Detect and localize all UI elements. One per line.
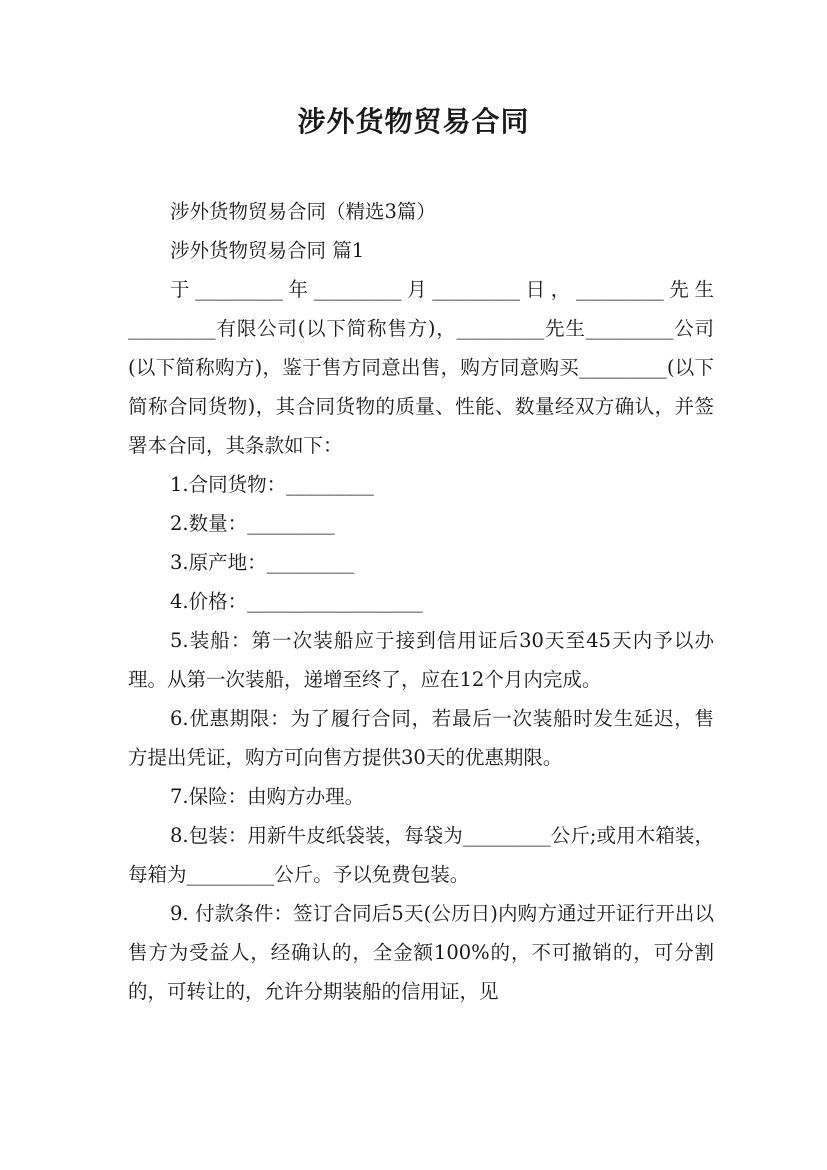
clause-shipment: 5.装船：第一次装船应于接到信用证后30天至45天内予以办理。从第一次装船，递增至终了，应在12个月内完成。 [128,629,714,691]
clause-payment: 9. 付款条件：签订合同后5天(公历日)内购方通过开证行开出以售方为受益人，经确认的，全金额100%的，不可撤销的，可分割的，可转让的，允许分期装船的信用证，见 [128,902,714,1003]
clause-insurance: 7.保险：由购方办理。 [170,785,365,808]
document-body [128,192,714,1011]
clause-quantity: 2.数量：_________ [170,512,335,535]
clause-origin: 3.原产地：_________ [170,551,355,574]
clause-packing: 8.包装：用新牛皮纸袋装，每袋为_________公斤;或用木箱装，每箱为_________公斤。予以免费包装。 [128,824,714,886]
clause-goods: 1.合同货物：_________ [170,473,374,496]
contract-preamble: 于_________年_________月_________日，_________先生_________有限公司(以下简称售方)，_________先生_________公司(以下简称购方)，鉴于售方同意出售，购方同意购买_________(以下简称合同货物)，其合同货物的质量、性能、数量经双方确认，并签署本合同，其条款如下： [128,278,714,457]
document-subtitle: 涉外货物贸易合同（精选3篇） [170,200,436,223]
clause-price: 4.价格：__________________ [170,590,423,613]
section-heading: 涉外货物贸易合同 篇1 [170,239,365,262]
clause-grace-period: 6.优惠期限：为了履行合同，若最后一次装船时发生延迟，售方提出凭证，购方可向售方提供30天的优惠期限。 [128,707,714,769]
document-title: 涉外货物贸易合同 [297,105,530,138]
